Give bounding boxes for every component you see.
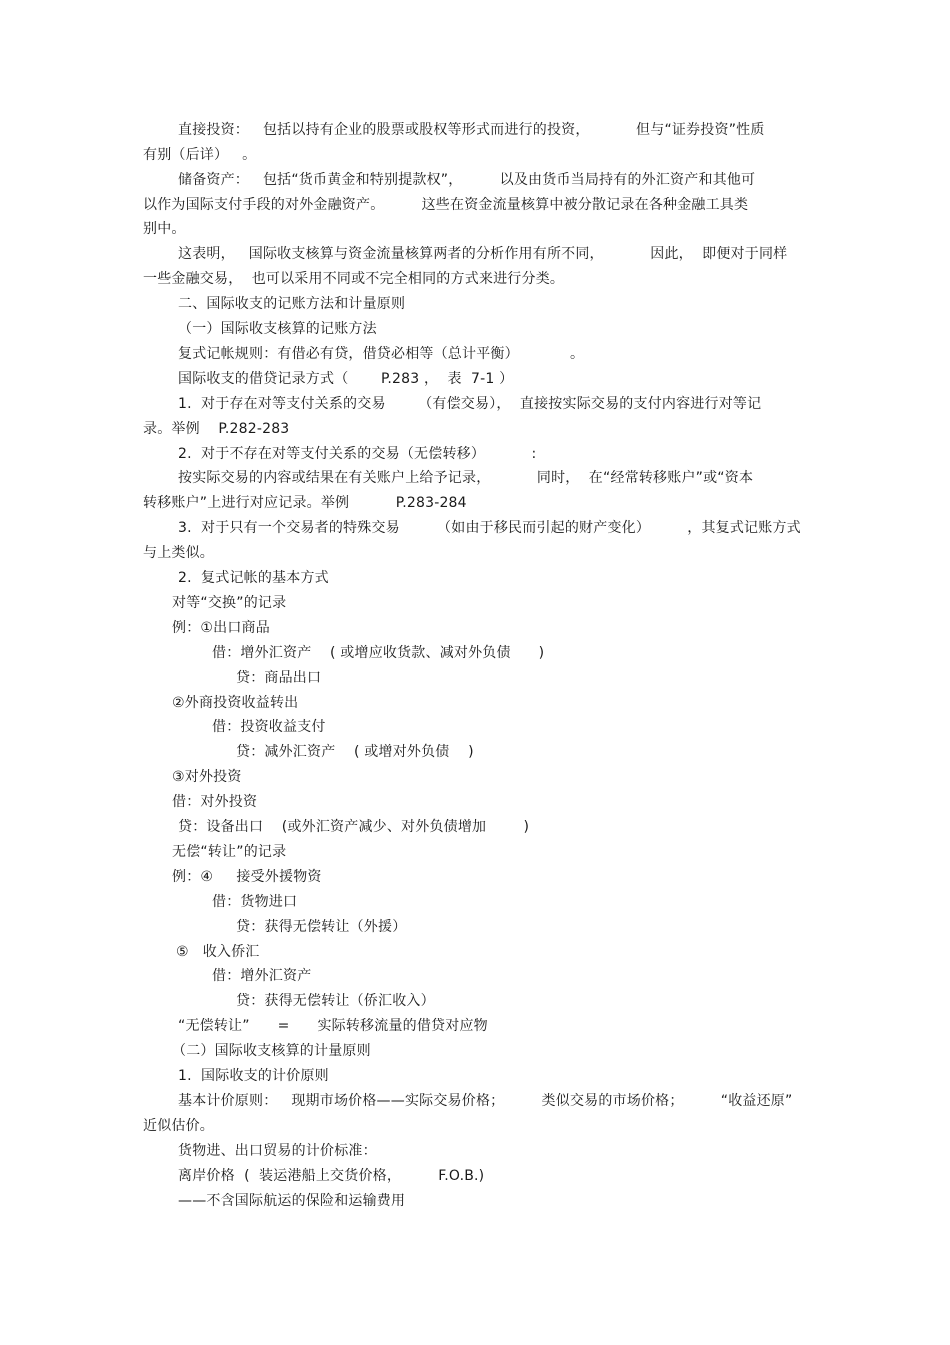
- text-line: 贷：获得无偿转让（外援）: [236, 919, 407, 935]
- text-line: 转移账户”上进行对应记录。举例 P.283-284: [143, 495, 467, 511]
- text-line: 有别（后详） 。: [143, 147, 257, 163]
- text-line: ②外商投资收益转出: [172, 695, 299, 711]
- text-line: 离岸价格 ( 装运港船上交货价格， F.O.B.): [178, 1168, 485, 1184]
- text-line: 对等“交换”的记录: [172, 595, 287, 611]
- text-line: 别中。: [143, 221, 186, 237]
- text-line: 国际收支的借贷记录方式（ P.283 ， 表 7-1 ）: [178, 371, 514, 387]
- text-line: ③对外投资: [172, 769, 242, 785]
- text-line: ⑤ 收入侨汇: [176, 944, 260, 960]
- text-line: 这表明， 国际收支核算与资金流量核算两者的分析作用有所不同， 因此， 即便对于同样: [178, 246, 788, 262]
- text-line: 直接投资： 包括以持有企业的股票或股权等形式而进行的投资， 但与“证券投资”性质: [178, 122, 765, 138]
- subsection-heading: （一）国际收支核算的记账方法: [178, 321, 377, 337]
- text-line: 近似估价。: [143, 1118, 214, 1134]
- text-line: 2. 复式记帐的基本方式: [178, 570, 329, 586]
- text-line: 借：对外投资: [172, 794, 258, 810]
- text-line: 贷：设备出口 (或外汇资产减少、对外负债增加 ): [178, 819, 530, 835]
- text-line: 2. 对于不存在对等支付关系的交易（无偿转移） :: [178, 446, 537, 462]
- text-line: 复式记帐规则：有借必有贷，借贷必相等（总计平衡） 。: [178, 346, 585, 362]
- text-line: 3. 对于只有一个交易者的特殊交易 （如由于移民而引起的财产变化） ，其复式记账方式: [178, 520, 801, 536]
- text-line: 储备资产： 包括“货币黄金和特别提款权”， 以及由货币当局持有的外汇资产和其他可: [178, 172, 756, 188]
- text-line: 1. 对于存在对等支付关系的交易 （有偿交易）， 直接按实际交易的支付内容进行对等记: [178, 396, 762, 412]
- text-line: 货物进、出口贸易的计价标准：: [178, 1143, 377, 1159]
- section-heading: 二、国际收支的记账方法和计量原则: [178, 296, 406, 312]
- text-line: 录。举例 P.282-283: [143, 421, 290, 437]
- text-line: 贷：减外汇资产 ( 或增对外负债 ): [236, 744, 474, 760]
- text-line: 借：货物进口: [212, 894, 298, 910]
- text-line: “无偿转让” = 实际转移流量的借贷对应物: [178, 1018, 488, 1034]
- text-line: 一些金融交易， 也可以采用不同或不完全相同的方式来进行分类。: [143, 271, 565, 287]
- text-line: 借：增外汇资产 ( 或增应收货款、减对外负债 ): [212, 645, 545, 661]
- text-line: 例：④ 接受外援物资: [172, 869, 322, 885]
- text-line: 贷：商品出口: [236, 670, 322, 686]
- text-line: 贷：获得无偿转让（侨汇收入）: [236, 993, 435, 1009]
- text-line: 以作为国际支付手段的对外金融资产。 这些在资金流量核算中被分散记录在各种金融工具类: [143, 197, 749, 213]
- text-line: 无偿“转让”的记录: [172, 844, 287, 860]
- text-line: 按实际交易的内容或结果在有关账户上给予记录， 同时， 在“经常转移账户”或“资本: [178, 470, 754, 486]
- text-line: 借：增外汇资产: [212, 968, 312, 984]
- text-line: 例：①出口商品: [172, 620, 270, 636]
- text-line: ——不含国际航运的保险和运输费用: [178, 1193, 406, 1209]
- text-line: 与上类似。: [143, 545, 214, 561]
- text-line: 借：投资收益支付: [212, 719, 326, 735]
- subsection-heading: （二）国际收支核算的计量原则: [172, 1043, 371, 1059]
- text-line: 基本计价原则： 现期市场价格——实际交易价格； 类似交易的市场价格； “收益还原”: [178, 1093, 793, 1109]
- text-line: 1. 国际收支的计价原则: [178, 1068, 329, 1084]
